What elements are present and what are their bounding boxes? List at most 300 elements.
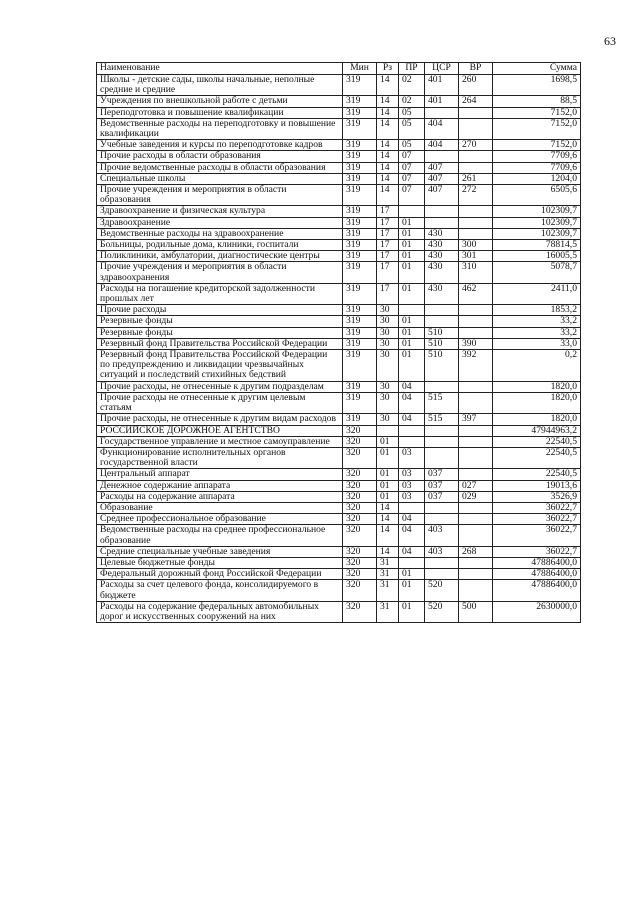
table-row bbox=[97, 162, 581, 173]
row-sum: 102309,7 bbox=[493, 228, 581, 239]
row-name: Ведомственные расходы на здравоохранение bbox=[97, 228, 343, 239]
row-rz: 01 bbox=[377, 447, 399, 468]
row-vr: 300 bbox=[459, 240, 493, 251]
row-name: Прочие расходы, не отнесенные к другим подразделам bbox=[97, 381, 343, 392]
header-sum: Сумма bbox=[493, 63, 581, 75]
row-rz: 31 bbox=[377, 569, 399, 580]
row-csr bbox=[425, 381, 459, 392]
row-name: Прочие расходы bbox=[97, 305, 343, 316]
row-sum: 102309,7 bbox=[493, 206, 581, 217]
row-csr: 430 bbox=[425, 251, 459, 262]
row-sum: 7152,0 bbox=[493, 107, 581, 118]
row-min: 319 bbox=[343, 283, 377, 304]
row-vr: 268 bbox=[459, 546, 493, 557]
row-rz: 30 bbox=[377, 305, 399, 316]
row-min: 320 bbox=[343, 436, 377, 447]
row-rz: 14 bbox=[377, 96, 399, 107]
table-row bbox=[97, 350, 581, 382]
row-pr: 01 bbox=[399, 217, 425, 228]
table-row bbox=[97, 502, 581, 513]
table-row bbox=[97, 557, 581, 568]
table-row bbox=[97, 447, 581, 468]
row-pr: 01 bbox=[399, 262, 425, 283]
row-min: 319 bbox=[343, 262, 377, 283]
row-name: Учреждения по внешкольной работе с детьми bbox=[97, 96, 343, 107]
row-vr: 310 bbox=[459, 262, 493, 283]
row-csr bbox=[425, 557, 459, 568]
row-csr: 520 bbox=[425, 580, 459, 601]
row-min: 319 bbox=[343, 151, 377, 162]
row-name: Денежное содержание аппарата bbox=[97, 480, 343, 491]
row-pr: 07 bbox=[399, 151, 425, 162]
table-row bbox=[97, 392, 581, 413]
row-vr: 260 bbox=[459, 75, 493, 96]
row-rz: 17 bbox=[377, 217, 399, 228]
row-csr bbox=[425, 206, 459, 217]
row-min: 319 bbox=[343, 381, 377, 392]
row-name: Центральный аппарат bbox=[97, 469, 343, 480]
row-csr: 407 bbox=[425, 185, 459, 206]
row-pr bbox=[399, 436, 425, 447]
row-min: 319 bbox=[343, 305, 377, 316]
row-sum: 0,2 bbox=[493, 350, 581, 382]
row-name: Расходы на погашение кредиторской задолженности прошлых лет bbox=[97, 283, 343, 304]
row-min: 319 bbox=[343, 206, 377, 217]
row-rz: 17 bbox=[377, 251, 399, 262]
row-sum: 1204,0 bbox=[493, 173, 581, 184]
row-min: 319 bbox=[343, 107, 377, 118]
row-vr bbox=[459, 392, 493, 413]
header-name: Наименование bbox=[97, 63, 343, 75]
row-vr bbox=[459, 107, 493, 118]
table-row bbox=[97, 425, 581, 436]
row-name: Среднее профессиональное образование bbox=[97, 514, 343, 525]
table-row bbox=[97, 469, 581, 480]
row-vr bbox=[459, 469, 493, 480]
row-rz: 31 bbox=[377, 557, 399, 568]
row-vr: 392 bbox=[459, 350, 493, 382]
row-vr: 390 bbox=[459, 338, 493, 349]
table-row bbox=[97, 514, 581, 525]
row-min: 319 bbox=[343, 350, 377, 382]
row-rz: 14 bbox=[377, 546, 399, 557]
row-rz: 17 bbox=[377, 206, 399, 217]
row-name: Целевые бюджетные фонды bbox=[97, 557, 343, 568]
row-sum: 36022,7 bbox=[493, 514, 581, 525]
table-row bbox=[97, 580, 581, 601]
row-sum: 36022,7 bbox=[493, 502, 581, 513]
row-sum: 47886400,0 bbox=[493, 557, 581, 568]
row-rz: 14 bbox=[377, 162, 399, 173]
row-rz: 14 bbox=[377, 151, 399, 162]
row-rz: 01 bbox=[377, 480, 399, 491]
row-csr: 430 bbox=[425, 283, 459, 304]
row-csr: 037 bbox=[425, 469, 459, 480]
row-name: Здравоохранение bbox=[97, 217, 343, 228]
row-min: 320 bbox=[343, 447, 377, 468]
row-csr: 430 bbox=[425, 228, 459, 239]
row-rz: 01 bbox=[377, 436, 399, 447]
row-vr: 301 bbox=[459, 251, 493, 262]
row-sum: 22540,5 bbox=[493, 469, 581, 480]
row-sum: 36022,7 bbox=[493, 525, 581, 546]
row-pr: 07 bbox=[399, 173, 425, 184]
table-row bbox=[97, 173, 581, 184]
table-row bbox=[97, 75, 581, 96]
row-rz: 17 bbox=[377, 240, 399, 251]
row-name: Расходы на содержание федеральных автомобильных дорог и искусственных сооружений на них bbox=[97, 601, 343, 622]
row-rz: 14 bbox=[377, 185, 399, 206]
table-row bbox=[97, 96, 581, 107]
row-vr bbox=[459, 162, 493, 173]
row-name: Государственное управление и местное самоуправление bbox=[97, 436, 343, 447]
row-sum: 3526,9 bbox=[493, 491, 581, 502]
row-rz: 17 bbox=[377, 228, 399, 239]
row-name: Ведомственные расходы на переподготовку и повышение квалификации bbox=[97, 118, 343, 139]
row-csr bbox=[425, 569, 459, 580]
row-sum: 5078,7 bbox=[493, 262, 581, 283]
table-row bbox=[97, 480, 581, 491]
table-row bbox=[97, 107, 581, 118]
row-pr: 03 bbox=[399, 480, 425, 491]
row-min: 319 bbox=[343, 316, 377, 327]
row-pr: 04 bbox=[399, 392, 425, 413]
row-vr bbox=[459, 228, 493, 239]
row-vr: 270 bbox=[459, 140, 493, 151]
row-name: Школы - детские сады, школы начальные, неполные средние и средние bbox=[97, 75, 343, 96]
row-rz: 30 bbox=[377, 392, 399, 413]
row-name: Прочие расходы, не отнесенные к другим видам расходов bbox=[97, 414, 343, 425]
row-pr bbox=[399, 502, 425, 513]
row-min: 319 bbox=[343, 240, 377, 251]
row-rz: 14 bbox=[377, 140, 399, 151]
row-rz: 30 bbox=[377, 350, 399, 382]
row-min: 319 bbox=[343, 185, 377, 206]
row-min: 319 bbox=[343, 392, 377, 413]
row-pr: 01 bbox=[399, 350, 425, 382]
row-rz bbox=[377, 425, 399, 436]
row-min: 319 bbox=[343, 118, 377, 139]
row-csr bbox=[425, 514, 459, 525]
row-rz: 31 bbox=[377, 601, 399, 622]
row-pr: 04 bbox=[399, 546, 425, 557]
row-pr: 07 bbox=[399, 162, 425, 173]
table-row bbox=[97, 491, 581, 502]
row-csr: 515 bbox=[425, 392, 459, 413]
row-name: Федеральный дорожный фонд Российской Федерации bbox=[97, 569, 343, 580]
table-row bbox=[97, 140, 581, 151]
row-vr: 261 bbox=[459, 173, 493, 184]
table-row bbox=[97, 569, 581, 580]
row-rz: 30 bbox=[377, 316, 399, 327]
row-min: 320 bbox=[343, 580, 377, 601]
row-csr bbox=[425, 151, 459, 162]
row-csr: 403 bbox=[425, 546, 459, 557]
row-csr: 401 bbox=[425, 96, 459, 107]
row-csr: 407 bbox=[425, 173, 459, 184]
row-vr bbox=[459, 316, 493, 327]
row-pr: 04 bbox=[399, 381, 425, 392]
row-vr: 272 bbox=[459, 185, 493, 206]
row-rz: 17 bbox=[377, 262, 399, 283]
row-csr: 430 bbox=[425, 240, 459, 251]
row-pr: 05 bbox=[399, 118, 425, 139]
row-vr bbox=[459, 425, 493, 436]
row-vr bbox=[459, 525, 493, 546]
row-csr: 037 bbox=[425, 480, 459, 491]
row-csr: 515 bbox=[425, 414, 459, 425]
table-row bbox=[97, 546, 581, 557]
row-sum: 22540,5 bbox=[493, 447, 581, 468]
row-sum: 78814,5 bbox=[493, 240, 581, 251]
row-csr: 430 bbox=[425, 262, 459, 283]
row-sum: 6505,6 bbox=[493, 185, 581, 206]
table-row bbox=[97, 381, 581, 392]
row-sum: 36022,7 bbox=[493, 546, 581, 557]
row-name: Прочие учреждения и мероприятия в области образования bbox=[97, 185, 343, 206]
row-min: 319 bbox=[343, 173, 377, 184]
row-sum: 22540,5 bbox=[493, 436, 581, 447]
row-name: Резервный фонд Правительства Российской Федерации по предупреждению и ликвидации чрезвычайных ситуаций и последствий стихийных бедствий bbox=[97, 350, 343, 382]
row-min: 320 bbox=[343, 569, 377, 580]
row-vr bbox=[459, 381, 493, 392]
row-sum: 47886400,0 bbox=[493, 569, 581, 580]
row-rz: 01 bbox=[377, 469, 399, 480]
row-pr bbox=[399, 305, 425, 316]
row-name: Учебные заведения и курсы по переподготовке кадров bbox=[97, 140, 343, 151]
row-min: 320 bbox=[343, 480, 377, 491]
row-min: 319 bbox=[343, 217, 377, 228]
row-name: Здравоохранение и физическая культура bbox=[97, 206, 343, 217]
row-sum: 88,5 bbox=[493, 96, 581, 107]
row-vr: 462 bbox=[459, 283, 493, 304]
table-row bbox=[97, 338, 581, 349]
row-sum: 7152,0 bbox=[493, 140, 581, 151]
table-row bbox=[97, 414, 581, 425]
row-rz: 30 bbox=[377, 381, 399, 392]
row-vr bbox=[459, 206, 493, 217]
row-csr bbox=[425, 217, 459, 228]
row-csr: 403 bbox=[425, 525, 459, 546]
row-pr: 01 bbox=[399, 316, 425, 327]
row-sum: 2411,0 bbox=[493, 283, 581, 304]
row-min: 320 bbox=[343, 502, 377, 513]
row-name: Резервные фонды bbox=[97, 327, 343, 338]
row-vr: 397 bbox=[459, 414, 493, 425]
row-csr: 404 bbox=[425, 118, 459, 139]
row-pr: 02 bbox=[399, 75, 425, 96]
row-min: 320 bbox=[343, 601, 377, 622]
row-vr bbox=[459, 305, 493, 316]
row-vr bbox=[459, 580, 493, 601]
row-pr: 03 bbox=[399, 447, 425, 468]
row-rz: 30 bbox=[377, 414, 399, 425]
row-rz: 31 bbox=[377, 580, 399, 601]
table-row bbox=[97, 185, 581, 206]
row-rz: 17 bbox=[377, 283, 399, 304]
row-csr bbox=[425, 436, 459, 447]
row-min: 320 bbox=[343, 469, 377, 480]
row-min: 319 bbox=[343, 327, 377, 338]
row-csr bbox=[425, 425, 459, 436]
row-name: Функционирование исполнительных органов государственной власти bbox=[97, 447, 343, 468]
row-name: Прочие учреждения и мероприятия в области здравоохранения bbox=[97, 262, 343, 283]
row-sum: 7709,6 bbox=[493, 162, 581, 173]
row-pr: 01 bbox=[399, 601, 425, 622]
row-rz: 30 bbox=[377, 327, 399, 338]
row-name: Переподготовка и повышение квалификации bbox=[97, 107, 343, 118]
row-rz: 14 bbox=[377, 107, 399, 118]
row-sum: 33,2 bbox=[493, 327, 581, 338]
row-pr: 01 bbox=[399, 580, 425, 601]
row-name: Специальные школы bbox=[97, 173, 343, 184]
row-pr: 04 bbox=[399, 414, 425, 425]
table-row bbox=[97, 436, 581, 447]
row-sum: 1820,0 bbox=[493, 414, 581, 425]
row-rz: 14 bbox=[377, 173, 399, 184]
row-vr: 500 bbox=[459, 601, 493, 622]
row-min: 320 bbox=[343, 557, 377, 568]
row-vr: 029 bbox=[459, 491, 493, 502]
row-min: 319 bbox=[343, 251, 377, 262]
row-sum: 1820,0 bbox=[493, 381, 581, 392]
row-name: Больницы, родильные дома, клиники, госпитали bbox=[97, 240, 343, 251]
row-vr bbox=[459, 327, 493, 338]
row-sum: 19013,6 bbox=[493, 480, 581, 491]
row-rz: 01 bbox=[377, 491, 399, 502]
row-sum: 1853,2 bbox=[493, 305, 581, 316]
row-csr: 510 bbox=[425, 338, 459, 349]
row-vr bbox=[459, 436, 493, 447]
row-sum: 1698,5 bbox=[493, 75, 581, 96]
row-vr bbox=[459, 447, 493, 468]
row-vr bbox=[459, 118, 493, 139]
header-csr: ЦСР bbox=[425, 63, 459, 75]
table-row bbox=[97, 217, 581, 228]
budget-table bbox=[96, 62, 581, 623]
row-vr bbox=[459, 217, 493, 228]
row-rz: 14 bbox=[377, 525, 399, 546]
row-rz: 14 bbox=[377, 502, 399, 513]
row-min: 319 bbox=[343, 162, 377, 173]
row-name: Ведомственные расходы на среднее профессиональное образование bbox=[97, 525, 343, 546]
row-min: 319 bbox=[343, 140, 377, 151]
row-sum: 7152,0 bbox=[493, 118, 581, 139]
row-vr bbox=[459, 569, 493, 580]
row-pr: 05 bbox=[399, 107, 425, 118]
row-vr: 264 bbox=[459, 96, 493, 107]
row-vr bbox=[459, 151, 493, 162]
row-vr bbox=[459, 514, 493, 525]
row-pr: 03 bbox=[399, 469, 425, 480]
table-header-row bbox=[97, 63, 581, 75]
header-min: Мин bbox=[343, 63, 377, 75]
table-row bbox=[97, 525, 581, 546]
row-pr: 01 bbox=[399, 569, 425, 580]
row-csr: 037 bbox=[425, 491, 459, 502]
header-rz: Рз bbox=[377, 63, 399, 75]
row-pr: 01 bbox=[399, 283, 425, 304]
table-row bbox=[97, 283, 581, 304]
row-pr: 01 bbox=[399, 240, 425, 251]
row-name: Образование bbox=[97, 502, 343, 513]
row-csr: 407 bbox=[425, 162, 459, 173]
row-name: Поликлиники, амбулатории, диагностические центры bbox=[97, 251, 343, 262]
row-pr: 07 bbox=[399, 185, 425, 206]
row-name: РОССИЙСКОЕ ДОРОЖНОЕ АГЕНТСТВО bbox=[97, 425, 343, 436]
row-csr bbox=[425, 316, 459, 327]
row-name: Расходы на содержание аппарата bbox=[97, 491, 343, 502]
row-sum: 16005,5 bbox=[493, 251, 581, 262]
row-pr bbox=[399, 206, 425, 217]
row-csr bbox=[425, 447, 459, 468]
header-pr: ПР bbox=[399, 63, 425, 75]
table-row bbox=[97, 228, 581, 239]
row-csr bbox=[425, 107, 459, 118]
row-min: 319 bbox=[343, 75, 377, 96]
row-pr: 01 bbox=[399, 327, 425, 338]
header-vr: ВР bbox=[459, 63, 493, 75]
row-sum: 7709,6 bbox=[493, 151, 581, 162]
row-min: 319 bbox=[343, 96, 377, 107]
row-min: 320 bbox=[343, 491, 377, 502]
row-name: Резервный фонд Правительства Российской Федерации bbox=[97, 338, 343, 349]
row-rz: 30 bbox=[377, 338, 399, 349]
row-rz: 14 bbox=[377, 514, 399, 525]
row-csr: 401 bbox=[425, 75, 459, 96]
row-min: 320 bbox=[343, 525, 377, 546]
row-min: 320 bbox=[343, 546, 377, 557]
row-sum: 47886400,0 bbox=[493, 580, 581, 601]
row-pr bbox=[399, 557, 425, 568]
row-name: Прочие расходы в области образования bbox=[97, 151, 343, 162]
row-sum: 33,0 bbox=[493, 338, 581, 349]
table-row bbox=[97, 327, 581, 338]
row-name: Расходы за счет целевого фонда, консолидируемого в бюджете bbox=[97, 580, 343, 601]
row-vr bbox=[459, 557, 493, 568]
row-min: 319 bbox=[343, 228, 377, 239]
row-sum: 33,2 bbox=[493, 316, 581, 327]
row-min: 319 bbox=[343, 338, 377, 349]
row-csr bbox=[425, 305, 459, 316]
table-row bbox=[97, 305, 581, 316]
row-name: Средние специальные учебные заведения bbox=[97, 546, 343, 557]
row-pr: 01 bbox=[399, 251, 425, 262]
table-row bbox=[97, 118, 581, 139]
row-csr: 520 bbox=[425, 601, 459, 622]
row-pr bbox=[399, 425, 425, 436]
row-name: Резервные фонды bbox=[97, 316, 343, 327]
row-min: 319 bbox=[343, 414, 377, 425]
row-pr: 05 bbox=[399, 140, 425, 151]
row-sum: 47944963,2 bbox=[493, 425, 581, 436]
table-row bbox=[97, 251, 581, 262]
table-row bbox=[97, 316, 581, 327]
row-pr: 04 bbox=[399, 525, 425, 546]
row-sum: 102309,7 bbox=[493, 217, 581, 228]
row-min: 320 bbox=[343, 425, 377, 436]
page-number: 63 bbox=[604, 34, 616, 48]
row-pr: 04 bbox=[399, 514, 425, 525]
row-rz: 14 bbox=[377, 75, 399, 96]
row-vr: 027 bbox=[459, 480, 493, 491]
table-row bbox=[97, 601, 581, 622]
row-sum: 2630000,0 bbox=[493, 601, 581, 622]
table-row bbox=[97, 262, 581, 283]
row-csr: 404 bbox=[425, 140, 459, 151]
table-body bbox=[97, 75, 581, 623]
row-csr: 510 bbox=[425, 327, 459, 338]
